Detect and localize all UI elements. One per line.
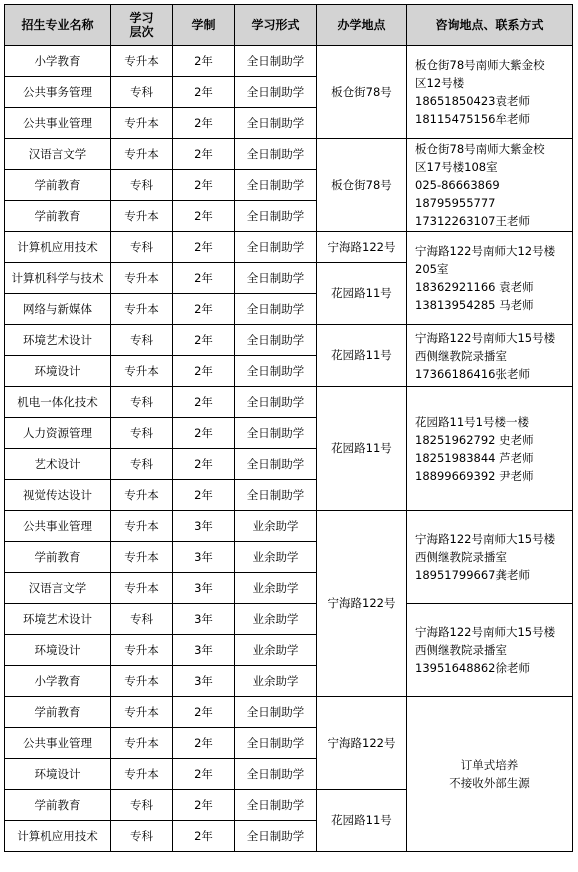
cell-duration: 3年 bbox=[173, 604, 235, 635]
cell-mode: 全日制助学 bbox=[235, 46, 317, 77]
cell-level: 专科 bbox=[111, 325, 173, 356]
cell-location: 宁海路122号 bbox=[317, 697, 407, 790]
table-row bbox=[5, 697, 573, 728]
cell-duration: 2年 bbox=[173, 821, 235, 852]
cell-location: 花园路11号 bbox=[317, 263, 407, 325]
cell-mode: 全日制助学 bbox=[235, 449, 317, 480]
cell-duration: 2年 bbox=[173, 325, 235, 356]
cell-duration: 2年 bbox=[173, 449, 235, 480]
cell-contact: 花园路11号1号楼一楼 18251962792 史老师 18251983844 芦老师 18899669392 尹老师 bbox=[407, 387, 573, 511]
cell-level: 专升本 bbox=[111, 356, 173, 387]
cell-mode: 业余助学 bbox=[235, 573, 317, 604]
cell-major: 环境设计 bbox=[5, 759, 111, 790]
header-contact: 咨询地点、联系方式 bbox=[407, 5, 573, 46]
cell-major: 公共事业管理 bbox=[5, 108, 111, 139]
cell-major: 网络与新媒体 bbox=[5, 294, 111, 325]
cell-level: 专升本 bbox=[111, 46, 173, 77]
cell-major: 机电一体化技术 bbox=[5, 387, 111, 418]
cell-major: 小学教育 bbox=[5, 666, 111, 697]
cell-duration: 2年 bbox=[173, 139, 235, 170]
cell-mode: 全日制助学 bbox=[235, 387, 317, 418]
cell-level: 专升本 bbox=[111, 759, 173, 790]
cell-mode: 全日制助学 bbox=[235, 697, 317, 728]
cell-mode: 全日制助学 bbox=[235, 480, 317, 511]
cell-location: 宁海路122号 bbox=[317, 232, 407, 263]
cell-level: 专升本 bbox=[111, 542, 173, 573]
cell-level: 专升本 bbox=[111, 263, 173, 294]
table-row bbox=[5, 511, 573, 542]
cell-level: 专升本 bbox=[111, 573, 173, 604]
cell-mode: 全日制助学 bbox=[235, 232, 317, 263]
cell-location: 花园路11号 bbox=[317, 790, 407, 852]
cell-major: 学前教育 bbox=[5, 790, 111, 821]
cell-level: 专升本 bbox=[111, 635, 173, 666]
header-mode: 学习形式 bbox=[235, 5, 317, 46]
cell-duration: 2年 bbox=[173, 263, 235, 294]
cell-duration: 3年 bbox=[173, 635, 235, 666]
cell-major: 环境艺术设计 bbox=[5, 604, 111, 635]
cell-level: 专科 bbox=[111, 418, 173, 449]
cell-level: 专升本 bbox=[111, 294, 173, 325]
cell-contact: 宁海路122号南师大15号楼 西侧继教院录播室 13951648862徐老师 bbox=[407, 604, 573, 697]
cell-level: 专升本 bbox=[111, 511, 173, 542]
cell-duration: 2年 bbox=[173, 232, 235, 263]
cell-location: 宁海路122号 bbox=[317, 511, 407, 697]
cell-level: 专科 bbox=[111, 449, 173, 480]
table-wrapper bbox=[4, 4, 573, 852]
cell-level: 专科 bbox=[111, 77, 173, 108]
cell-major: 学前教育 bbox=[5, 697, 111, 728]
cell-level: 专升本 bbox=[111, 697, 173, 728]
cell-mode: 全日制助学 bbox=[235, 139, 317, 170]
cell-contact: 板仓街78号南师大紫金校 区17号楼108室 025-86663869 18795955777 17312263107王老师 bbox=[407, 139, 573, 232]
cell-duration: 2年 bbox=[173, 46, 235, 77]
cell-duration: 2年 bbox=[173, 294, 235, 325]
cell-mode: 全日制助学 bbox=[235, 77, 317, 108]
cell-duration: 3年 bbox=[173, 666, 235, 697]
cell-duration: 2年 bbox=[173, 790, 235, 821]
cell-mode: 全日制助学 bbox=[235, 821, 317, 852]
cell-level: 专科 bbox=[111, 170, 173, 201]
cell-major: 计算机应用技术 bbox=[5, 232, 111, 263]
cell-duration: 2年 bbox=[173, 387, 235, 418]
cell-contact: 宁海路122号南师大12号楼 205室 18362921166 袁老师 13813954285 马老师 bbox=[407, 232, 573, 325]
header-row bbox=[5, 5, 573, 46]
header-level: 学习 层次 bbox=[111, 5, 173, 46]
cell-contact: 板仓街78号南师大紫金校 区12号楼 18651850423袁老师 18115475156牟老师 bbox=[407, 46, 573, 139]
cell-mode: 全日制助学 bbox=[235, 418, 317, 449]
cell-major: 计算机应用技术 bbox=[5, 821, 111, 852]
cell-major: 汉语言文学 bbox=[5, 573, 111, 604]
cell-major: 环境设计 bbox=[5, 356, 111, 387]
cell-mode: 全日制助学 bbox=[235, 790, 317, 821]
table-row bbox=[5, 139, 573, 170]
table-row bbox=[5, 46, 573, 77]
cell-duration: 2年 bbox=[173, 356, 235, 387]
cell-location: 花园路11号 bbox=[317, 387, 407, 511]
cell-duration: 3年 bbox=[173, 542, 235, 573]
cell-major: 汉语言文学 bbox=[5, 139, 111, 170]
cell-note: 订单式培养 不接收外部生源 bbox=[407, 697, 573, 852]
cell-duration: 2年 bbox=[173, 170, 235, 201]
cell-level: 专升本 bbox=[111, 139, 173, 170]
table-row bbox=[5, 325, 573, 356]
cell-mode: 全日制助学 bbox=[235, 759, 317, 790]
cell-mode: 业余助学 bbox=[235, 604, 317, 635]
cell-level: 专升本 bbox=[111, 666, 173, 697]
cell-duration: 2年 bbox=[173, 418, 235, 449]
cell-major: 人力资源管理 bbox=[5, 418, 111, 449]
cell-location: 花园路11号 bbox=[317, 325, 407, 387]
cell-level: 专科 bbox=[111, 604, 173, 635]
cell-level: 专科 bbox=[111, 387, 173, 418]
cell-mode: 全日制助学 bbox=[235, 170, 317, 201]
cell-contact: 宁海路122号南师大15号楼 西侧继教院录播室 17366186416张老师 bbox=[407, 325, 573, 387]
cell-major: 视觉传达设计 bbox=[5, 480, 111, 511]
cell-duration: 2年 bbox=[173, 480, 235, 511]
cell-location: 板仓街78号 bbox=[317, 46, 407, 139]
cell-major: 学前教育 bbox=[5, 542, 111, 573]
cell-level: 专科 bbox=[111, 790, 173, 821]
table-row bbox=[5, 232, 573, 263]
cell-level: 专科 bbox=[111, 232, 173, 263]
header-location: 办学地点 bbox=[317, 5, 407, 46]
table-row bbox=[5, 604, 573, 635]
cell-major: 小学教育 bbox=[5, 46, 111, 77]
cell-location: 板仓街78号 bbox=[317, 139, 407, 232]
header-major: 招生专业名称 bbox=[5, 5, 111, 46]
cell-major: 环境艺术设计 bbox=[5, 325, 111, 356]
cell-duration: 2年 bbox=[173, 201, 235, 232]
cell-mode: 全日制助学 bbox=[235, 728, 317, 759]
cell-major: 公共事业管理 bbox=[5, 728, 111, 759]
cell-mode: 业余助学 bbox=[235, 511, 317, 542]
cell-duration: 2年 bbox=[173, 108, 235, 139]
header-duration: 学制 bbox=[173, 5, 235, 46]
cell-level: 专升本 bbox=[111, 201, 173, 232]
cell-mode: 全日制助学 bbox=[235, 108, 317, 139]
cell-duration: 3年 bbox=[173, 511, 235, 542]
cell-major: 环境设计 bbox=[5, 635, 111, 666]
cell-mode: 全日制助学 bbox=[235, 201, 317, 232]
cell-mode: 全日制助学 bbox=[235, 356, 317, 387]
cell-level: 专升本 bbox=[111, 728, 173, 759]
cell-mode: 业余助学 bbox=[235, 635, 317, 666]
table-row bbox=[5, 387, 573, 418]
cell-major: 公共事业管理 bbox=[5, 511, 111, 542]
cell-mode: 业余助学 bbox=[235, 666, 317, 697]
cell-mode: 全日制助学 bbox=[235, 294, 317, 325]
cell-mode: 全日制助学 bbox=[235, 263, 317, 294]
cell-duration: 3年 bbox=[173, 573, 235, 604]
cell-major: 公共事务管理 bbox=[5, 77, 111, 108]
cell-duration: 2年 bbox=[173, 77, 235, 108]
cell-level: 专科 bbox=[111, 821, 173, 852]
cell-duration: 2年 bbox=[173, 697, 235, 728]
cell-duration: 2年 bbox=[173, 759, 235, 790]
cell-major: 学前教育 bbox=[5, 170, 111, 201]
cell-duration: 2年 bbox=[173, 728, 235, 759]
cell-major: 学前教育 bbox=[5, 201, 111, 232]
cell-major: 艺术设计 bbox=[5, 449, 111, 480]
cell-major: 计算机科学与技术 bbox=[5, 263, 111, 294]
enrollment-table bbox=[4, 4, 573, 852]
cell-level: 专升本 bbox=[111, 108, 173, 139]
cell-contact: 宁海路122号南师大15号楼 西侧继教院录播室 18951799667龚老师 bbox=[407, 511, 573, 604]
cell-mode: 业余助学 bbox=[235, 542, 317, 573]
cell-level: 专升本 bbox=[111, 480, 173, 511]
cell-mode: 全日制助学 bbox=[235, 325, 317, 356]
